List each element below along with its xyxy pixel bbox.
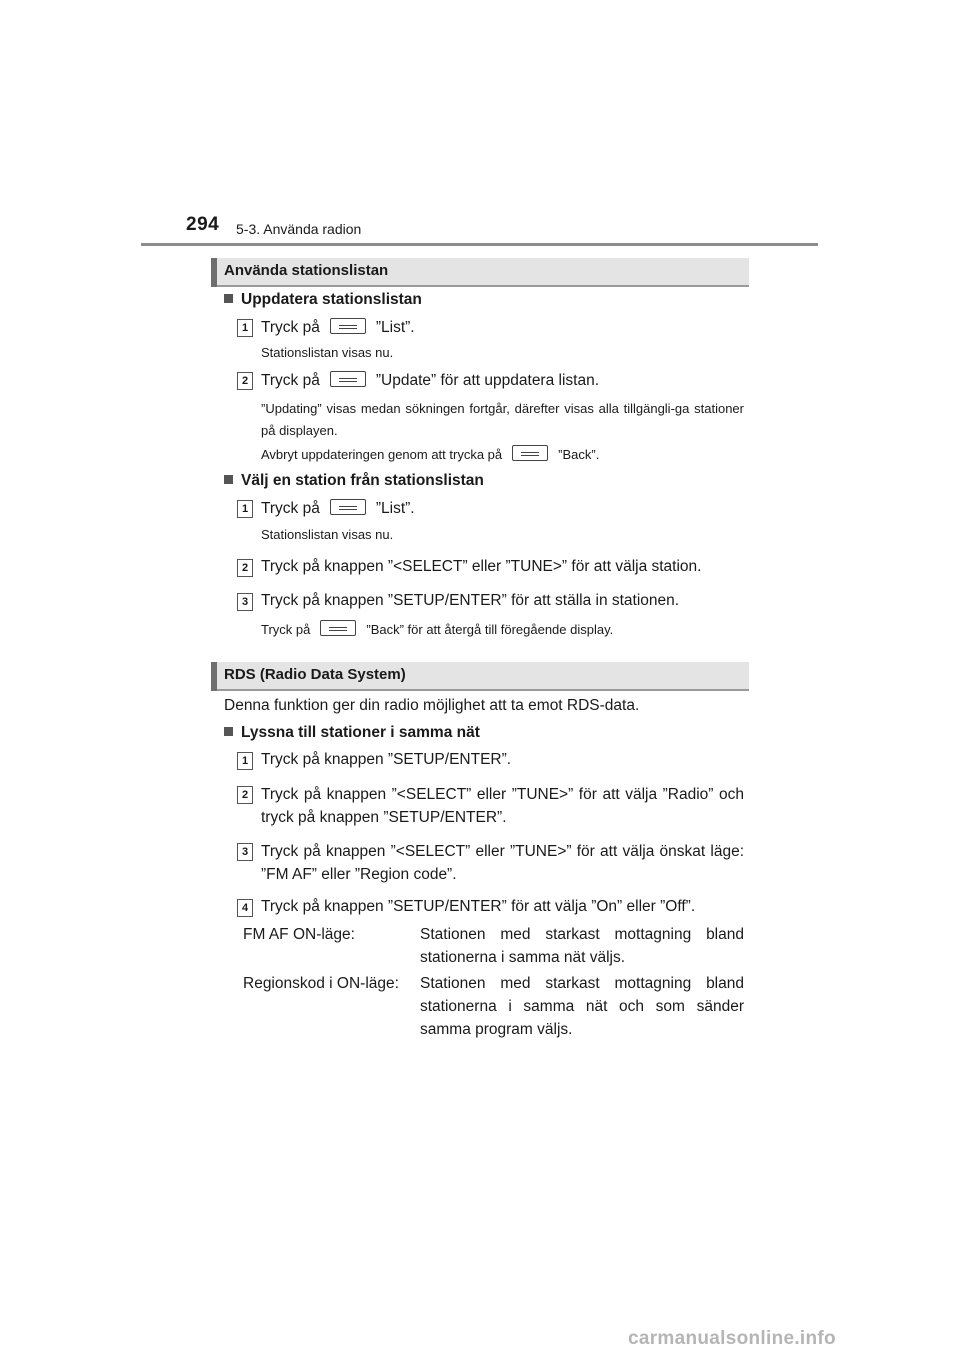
watermark-text: carmanualsonline.info <box>628 1328 836 1349</box>
step-text: Tryck på knappen ”<SELECT” eller ”TUNE>” för att välja station. <box>261 558 702 575</box>
note-text-post: ”Back”. <box>558 447 600 462</box>
section-heading-rds <box>211 662 749 691</box>
definition-description: Stationen med starkast mottagning bland stationerna i samma nät väljs. <box>420 926 744 966</box>
step-note <box>261 620 613 637</box>
step-number: 1 <box>237 319 253 337</box>
step-text-pre: Tryck på <box>261 372 320 389</box>
button-key-icon <box>330 371 366 387</box>
step-number: 2 <box>237 372 253 390</box>
step-number: 1 <box>237 752 253 770</box>
step-text-post: ”List”. <box>375 319 415 336</box>
step-number: 4 <box>237 899 253 917</box>
step-number: 3 <box>237 843 253 861</box>
step-text: Tryck på knappen ”<SELECT” eller ”TUNE>” för att välja ”Radio” och tryck på knappen ”SETUP/ENTER”. <box>261 786 744 826</box>
step-text: Tryck på knappen ”SETUP/ENTER”. <box>261 751 512 768</box>
step-note: Stationslistan visas nu. <box>261 527 394 542</box>
square-bullet-icon <box>224 294 233 303</box>
step-text-pre: Tryck på <box>261 319 320 336</box>
definition-description: Stationen med starkast mottagning bland stationerna i samma nät och som sänder samma program väljs. <box>420 975 744 1038</box>
definition-term: Regionskod i ON-läge: <box>243 975 399 992</box>
step-number: 2 <box>237 559 253 577</box>
step-number: 3 <box>237 593 253 611</box>
definition-term: FM AF ON-läge: <box>243 926 355 943</box>
square-bullet-icon <box>224 475 233 484</box>
subheading-text: Lyssna till stationer i samma nät <box>241 724 480 741</box>
step-text <box>261 499 415 518</box>
step-number: 2 <box>237 786 253 804</box>
step-number: 1 <box>237 500 253 518</box>
intro-paragraph: Denna funktion ger din radio möjlighet att ta emot RDS-data. <box>224 697 640 714</box>
chapter-title: 5-3. Använda radion <box>236 221 362 237</box>
subheading-same-network <box>224 724 480 742</box>
button-key-icon <box>330 318 366 334</box>
step-text: Tryck på knappen ”<SELECT” eller ”TUNE>” för att välja önskat läge: ”FM AF” eller ”Region code”. <box>261 843 744 883</box>
step-text <box>261 318 415 337</box>
step-text: Tryck på knappen ”SETUP/ENTER” för att välja ”On” eller ”Off”. <box>261 898 696 915</box>
step-text <box>261 371 599 390</box>
button-key-icon <box>330 499 366 515</box>
section-title: RDS (Radio Data System) <box>224 666 406 683</box>
step-note <box>261 445 599 462</box>
step-note: Stationslistan visas nu. <box>261 345 394 360</box>
step-text-post: ”List”. <box>375 500 415 517</box>
step-text-post: ”Update” för att uppdatera listan. <box>375 372 600 389</box>
section-title: Använda stationslistan <box>224 262 389 279</box>
page-number: 294 <box>186 214 220 235</box>
step-note: ”Updating” visas medan sökningen fortgår, därefter visas alla tillgängli-ga stationer på displayen. <box>261 401 744 438</box>
subheading-update-list <box>224 291 422 309</box>
square-bullet-icon <box>224 727 233 736</box>
section-marker <box>211 662 217 691</box>
subheading-text: Uppdatera stationslistan <box>241 291 422 308</box>
button-key-icon <box>512 445 548 461</box>
note-text-post: ”Back” för att återgå till föregående display. <box>366 622 614 637</box>
section-heading-station-list <box>211 258 749 287</box>
step-text: Tryck på knappen ”SETUP/ENTER” för att ställa in stationen. <box>261 592 680 609</box>
step-text-pre: Tryck på <box>261 500 320 517</box>
note-text-pre: Avbryt uppdateringen genom att trycka på <box>261 447 503 462</box>
button-key-icon <box>320 620 356 636</box>
subheading-select-station <box>224 472 484 490</box>
note-text-pre: Tryck på <box>261 622 311 637</box>
section-marker <box>211 258 217 287</box>
header-divider <box>141 243 818 246</box>
subheading-text: Välj en station från stationslistan <box>241 472 484 489</box>
